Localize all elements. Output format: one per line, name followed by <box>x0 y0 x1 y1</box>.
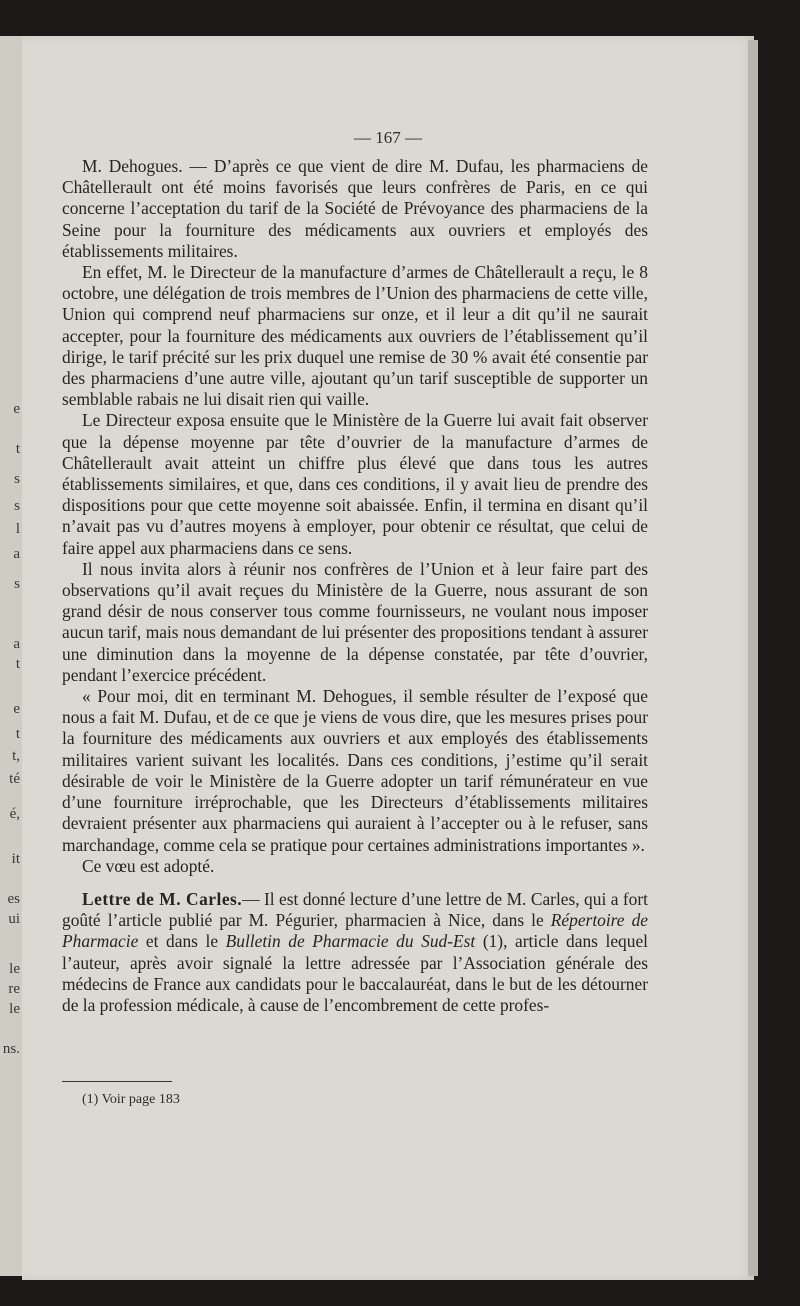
paragraph: « Pour moi, dit en terminant M. Dehogues, il semble résulter de l’exposé que nous a fait M. Dufau, et de ce que je viens de vous dire, que les mesures prises pour la fourniture des médicaments aux ouvriers et aux employés des établissements militaires varient suivant les localités. Dans ces conditions, j’estime qu’il serait désirable de voir le Ministère de la Guerre adopter un tarif rémunérateur en vue d’une fourniture irréprochable, que les Directeurs d’établissements militaires devraient présenter aux pharmaciens qui auraient à l’accepter ou à le refuser, sans marchandage, comme cela se pratique pour certaines administrations importantes ». <box>62 686 648 855</box>
journal-title: Bulletin de Pharmacie du Sud-Est <box>225 931 476 952</box>
margin-fragment: re <box>8 981 20 997</box>
margin-fragment: s <box>14 498 20 514</box>
margin-fragment: le <box>9 961 20 977</box>
paragraph: Il nous invita alors à réunir nos confrères de l’Union et à leur faire part des observations qu’il avait reçues du Ministère de la Guerre, nous assurant de son grand désir de nous conserver tous comme fournisseurs, ne voulant nous imposer aucun tarif, mais nous demandant de lui présenter des propositions tendant à assurer une diminution dans la moyenne de la dépense constatée, par tête d’ouvrier, pendant l’exercice précédent. <box>62 558 648 685</box>
margin-fragment: le <box>9 1001 20 1017</box>
margin-fragment: a <box>13 636 20 652</box>
section-heading: Lettre de M. Carles. <box>82 888 243 909</box>
page-stack-edge <box>748 40 758 1276</box>
journal-title: Répertoire de Pharmacie <box>62 910 648 952</box>
margin-fragment: ui <box>8 911 20 927</box>
margin-fragment: e <box>13 701 20 717</box>
carles-text-3: (1), article dans lequel l’auteur, après avoir signalé la lettre adressée par l’Association générale des médecins de France aux candidats pour le baccalauréat, dans le but de les détourner de la profession médicale, à cause de l’encombrement de cette profes- <box>62 931 648 1015</box>
paragraph: M. Dehogues. — D’après ce que vient de dire M. Dufau, les pharmaciens de Châtellerault ont été moins favorisés que leurs confrères de Paris, en ce qui concerne l’acceptation du tarif de la Société de Prévoyance des pharmaciens de la Seine pour la fourniture des médicaments aux ouvriers et employés des établissements militaires. <box>62 156 648 261</box>
margin-fragment: e <box>13 401 20 417</box>
margin-fragment: t <box>15 656 20 672</box>
footnote-rule <box>62 1081 172 1082</box>
margin-fragment: s <box>14 576 20 592</box>
margin-fragment: t <box>15 441 20 457</box>
body-text <box>62 156 648 1016</box>
margin-fragment: t, <box>12 748 20 764</box>
book-page <box>22 36 754 1280</box>
page-number: — 167 — <box>354 128 422 147</box>
carles-paragraph <box>62 889 648 1016</box>
margin-fragment: t <box>15 726 20 742</box>
margin-fragment: l <box>15 521 20 537</box>
paragraph: Le Directeur exposa ensuite que le Ministère de la Guerre lui avait fait observer que la dépense moyenne par tête d’ouvrier de la manufacture d’armes de Châtellerault avait atteint un chiffre plus élevé que dans tous les autres établissements similaires, et que, dans ces conditions, il y avait lieu de prendre des dispositions pour que cette moyenne soit abaissée. Enfin, il termina en disant qu’il n’avait pas vu d’autres moyens à employer, pour obtenir ce résultat, que celui de faire appel aux pharmaciens dans ce sens. <box>62 410 648 558</box>
margin-fragment: s <box>14 471 20 487</box>
previous-page-edge <box>0 36 22 1276</box>
paragraph: Ce vœu est adopté. <box>82 855 215 876</box>
margin-fragment: es <box>7 891 20 907</box>
margin-fragment: it <box>11 851 20 867</box>
paragraph: En effet, M. le Directeur de la manufacture d’armes de Châtellerault a reçu, le 8 octobre, une délégation de trois membres de l’Union des pharmaciens de cette ville, Union qui comprend neuf pharmaciens sur onze, et il leur a dit qu’il ne saurait accepter, pour la fourniture des médicaments aux ouvriers de l’établissement qu’il dirige, le tarif précité sur les prix duquel une remise de 30 % avait été consentie par des pharmaciens d’une autre ville, ajoutant qu’un tarif susceptible de supporter un semblable rabais ne lui disait rien qui vaille. <box>62 262 648 410</box>
margin-fragment: a <box>13 546 20 562</box>
margin-fragment: té <box>9 771 20 787</box>
carles-text-1: — Il est donné lecture d’une lettre de M. Carles, qui a fort goûté l’article publié par M. Pégurier, pharmacien à Nice, dans le <box>62 888 648 931</box>
margin-fragment: ns. <box>2 1041 20 1057</box>
footnote: (1) Voir page 183 <box>82 1092 180 1107</box>
margin-fragment: é, <box>9 806 20 822</box>
carles-text-2: et dans le <box>138 931 226 952</box>
